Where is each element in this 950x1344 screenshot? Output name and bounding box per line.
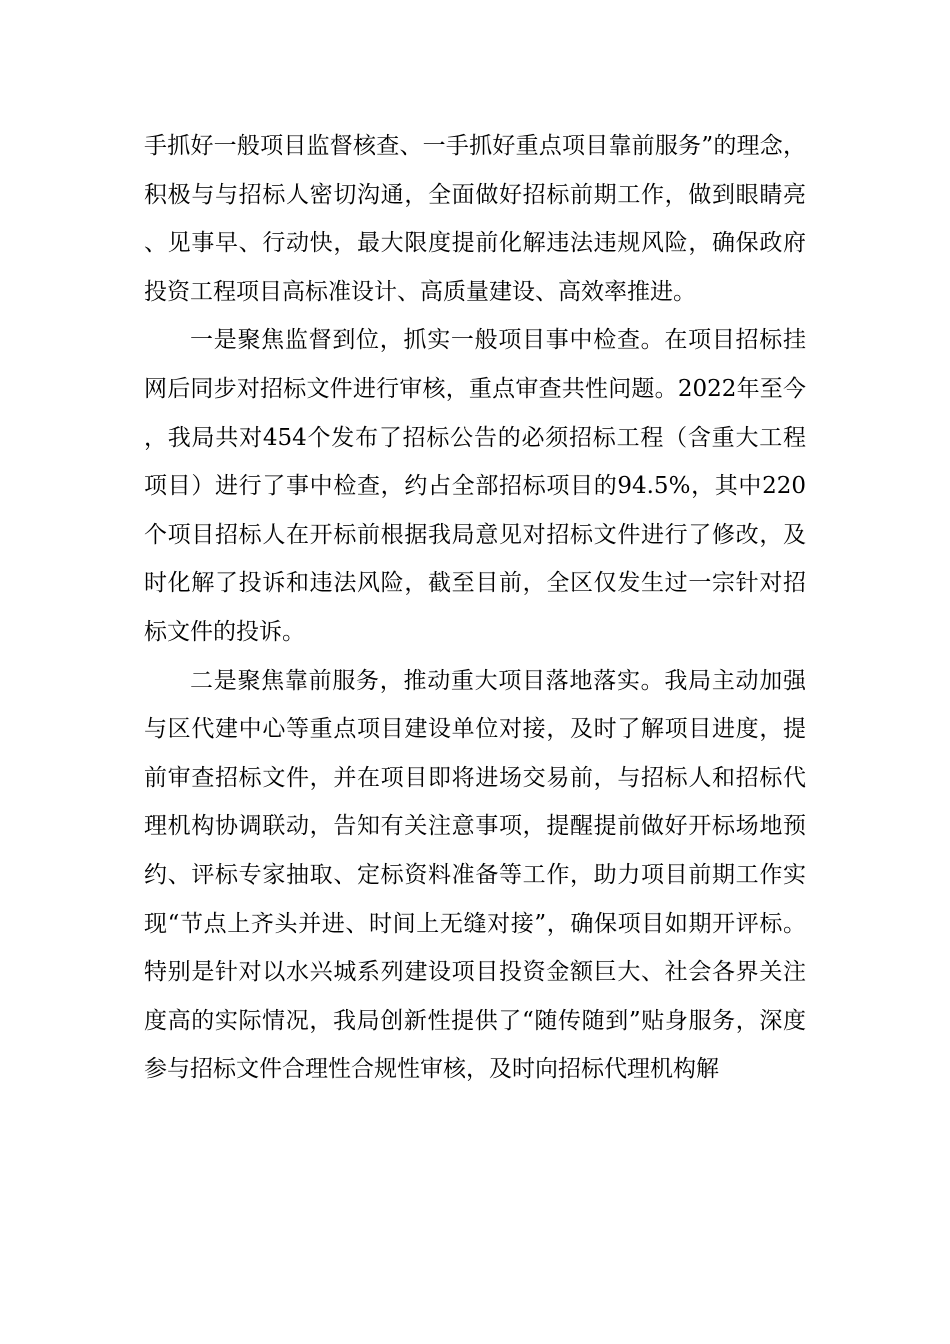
paragraph-supervision: 一是聚焦监督到位，抓实一般项目事中检查。在项目招标挂网后同步对招标文件进行审核，重点审查共性问题。2022年至今，我局共对454个发布了招标公告的必须招标工程（含重大工程项目）进行了事中检查，约占全部招标项目的94.5%，其中220个项目招标人在开标前根据我局意见对招标文件进行了修改，及时化解了投诉和违法风险，截至目前，全区仅发生过一宗针对招标文件的投诉。 — [144, 327, 806, 645]
paragraph-service: 二是聚焦靠前服务，推动重大项目落地落实。我局主动加强与区代建中心等重点项目建设单位对接，及时了解项目进度，提前审查招标文件，并在项目即将进场交易前，与招标人和招标代理机构协调联动，告知有关注意事项，提醒提前做好开标场地预约、评标专家抽取、定标资料准备等工作，助力项目前期工作实现“节点上齐头并进、时间上无缝对接”，确保项目如期开评标。特别是针对以水兴城系列建设项目投资金额巨大、社会各界关注度高的实际情况，我局创新性提供了“随传随到”贴身服务，深度参与招标文件合理性合规性审核，及时向招标代理机构解 — [144, 667, 806, 1083]
document-body — [144, 122, 806, 1094]
paragraph-continuation: 手抓好一般项目监督核查、一手抓好重点项目靠前服务”的理念，积极与与招标人密切沟通，全面做好招标前期工作，做到眼睛亮、见事早、行动快，最大限度提前化解违法违规风险，确保政府投资工程项目高标准设计、高质量建设、高效率推进。 — [144, 133, 806, 305]
